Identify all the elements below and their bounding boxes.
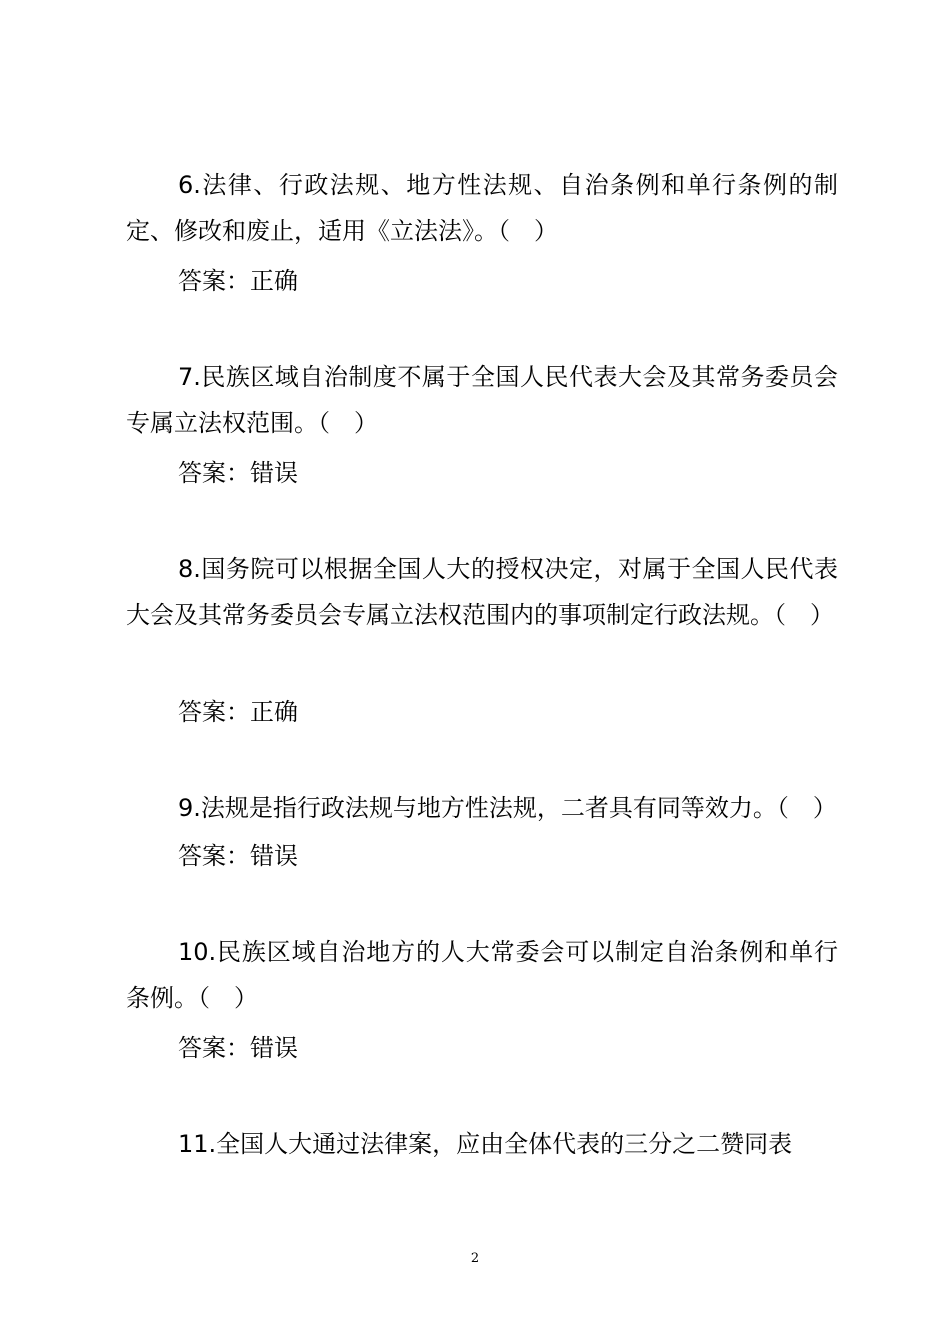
- question-7-text: 7.民族区域自治制度不属于全国人民代表大会及其常务委员会专属立法权范围。（ ）: [126, 363, 838, 437]
- question-6-text: 6.法律、行政法规、地方性法规、自治条例和单行条例的制定、修改和废止，适用《立法法》。（ ）: [126, 171, 838, 245]
- question-10-answer: 答案：错误: [178, 1034, 298, 1062]
- question-10-text: 10.民族区域自治地方的人大常委会可以制定自治条例和单行条例。（ ）: [126, 938, 838, 1012]
- question-11-text: 11.全国人大通过法律案，应由全体代表的三分之二赞同表: [178, 1130, 793, 1158]
- question-6-answer: 答案：正确: [178, 267, 298, 295]
- question-8-answer: 答案：正确: [178, 698, 298, 726]
- page-number: 2: [470, 1251, 480, 1266]
- question-9-answer: 答案：错误: [178, 842, 298, 870]
- question-9-text: 9.法规是指行政法规与地方性法规，二者具有同等效力。（ ）: [178, 794, 837, 822]
- question-7-answer: 答案：错误: [178, 459, 298, 487]
- question-8-text: 8.国务院可以根据全国人大的授权决定，对属于全国人民代表大会及其常务委员会专属立法权范围内的事项制定行政法规。（ ）: [126, 555, 838, 629]
